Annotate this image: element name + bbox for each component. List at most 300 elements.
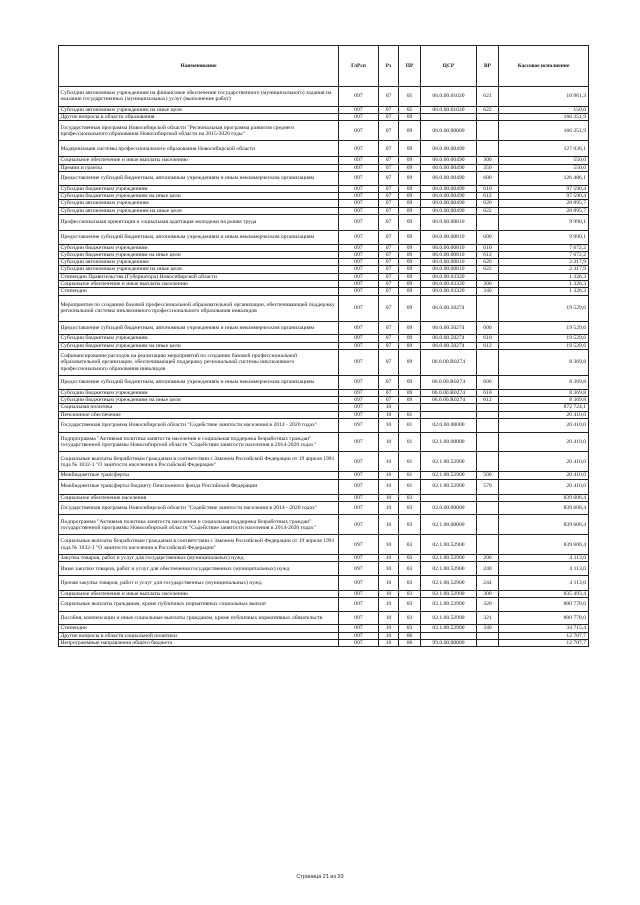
table-row xyxy=(59,244,589,251)
header-vr: ВР xyxy=(477,46,499,87)
row-rz-cell: 10 xyxy=(379,576,399,591)
row-glrsp-cell: 097 xyxy=(339,273,379,280)
row-pr-cell: 01 xyxy=(399,411,421,418)
row-vr-cell xyxy=(477,640,499,647)
table-row xyxy=(59,535,589,555)
row-vr-cell xyxy=(477,404,499,411)
row-rz-cell: 07 xyxy=(379,207,399,214)
row-rz-cell: 07 xyxy=(379,164,399,171)
row-name-cell: Иные закупки товаров, работ и услуг для обеспечения государственных (муниципальных) нужд xyxy=(59,562,339,576)
row-glrsp-cell: 097 xyxy=(339,389,379,396)
row-pr-cell: 09 xyxy=(399,397,421,404)
row-csr-cell: 06.0.00.00810 xyxy=(421,214,477,230)
row-pr-cell: 01 xyxy=(399,452,421,472)
row-glrsp-cell: 097 xyxy=(339,640,379,647)
row-rz-cell: 10 xyxy=(379,418,399,432)
table-row xyxy=(59,632,589,639)
table-row xyxy=(59,87,589,107)
row-vr-cell: 300 xyxy=(477,590,499,597)
row-pr-cell: 09 xyxy=(399,259,421,266)
table-row xyxy=(59,251,589,258)
row-vr-cell: 240 xyxy=(477,562,499,576)
row-csr-cell: 02.1.00.00000 xyxy=(421,432,477,452)
row-rz-cell: 07 xyxy=(379,244,399,251)
table-row xyxy=(59,418,589,432)
row-vr-cell xyxy=(477,114,499,121)
row-glrsp-cell: 097 xyxy=(339,244,379,251)
row-name-cell: Субсидии бюджетным учреждениям xyxy=(59,185,339,192)
row-amount-cell: 800 778,0 xyxy=(499,611,589,625)
row-rz-cell: 07 xyxy=(379,295,399,321)
row-name-cell: Субсидии автономным учреждениям на финансовое обеспечение государственного (муниципального) задания на оказание государственных (муниципальных) услуг (выполнение работ) xyxy=(59,87,339,107)
row-pr-cell: 09 xyxy=(399,164,421,171)
row-amount-cell: 1 326,3 xyxy=(499,273,589,280)
row-glrsp-cell: 097 xyxy=(339,501,379,515)
header-glrsp: ГлРсп xyxy=(339,46,379,87)
row-pr-cell: 03 xyxy=(399,590,421,597)
row-csr-cell: 06.0.00.R0274 xyxy=(421,397,477,404)
row-name-cell: Модернизация системы профессионального образования Новосибирской области xyxy=(59,141,339,157)
row-name-cell: Предоставление субсидий бюджетным, автономным учреждениям и иным некоммерческим организациям xyxy=(59,321,339,335)
table-row xyxy=(59,230,589,244)
row-glrsp-cell: 097 xyxy=(339,411,379,418)
row-amount-cell: 19 529,6 xyxy=(499,335,589,342)
row-vr-cell xyxy=(477,432,499,452)
row-rz-cell: 10 xyxy=(379,632,399,639)
row-vr-cell: 350 xyxy=(477,164,499,171)
row-vr-cell: 610 xyxy=(477,185,499,192)
row-name-cell: Субсидии бюджетным учреждениям на иные цели xyxy=(59,342,339,349)
table-row xyxy=(59,389,589,396)
table-row xyxy=(59,157,589,164)
row-glrsp-cell: 097 xyxy=(339,350,379,376)
row-vr-cell: 612 xyxy=(477,192,499,199)
row-csr-cell xyxy=(421,404,477,411)
row-glrsp-cell: 097 xyxy=(339,632,379,639)
table-row xyxy=(59,185,589,192)
row-vr-cell: 340 xyxy=(477,625,499,632)
row-pr-cell: 09 xyxy=(399,172,421,186)
row-name-cell: Профессиональная ориентация и социальная адаптация молодежи на рынке труда xyxy=(59,214,339,230)
row-amount-cell: 28 895,7 xyxy=(499,200,589,207)
table-row xyxy=(59,192,589,199)
row-name-cell: Премии и гранты xyxy=(59,164,339,171)
row-csr-cell: 02.1.00.52900 xyxy=(421,452,477,472)
table-row xyxy=(59,515,589,535)
row-amount-cell: 12 707,7 xyxy=(499,632,589,639)
row-vr-cell: 321 xyxy=(477,611,499,625)
row-glrsp-cell: 097 xyxy=(339,535,379,555)
row-rz-cell: 07 xyxy=(379,121,399,141)
row-name-cell: Субсидии бюджетным учреждениям xyxy=(59,335,339,342)
row-glrsp-cell: 097 xyxy=(339,321,379,335)
row-amount-cell: 97 590,4 xyxy=(499,185,589,192)
row-rz-cell: 07 xyxy=(379,288,399,295)
table-row xyxy=(59,590,589,597)
row-rz-cell: 07 xyxy=(379,273,399,280)
row-csr-cell: 06.0.00.50274 xyxy=(421,295,477,321)
row-name-cell: Социальное обеспечение и иные выплаты населению xyxy=(59,590,339,597)
row-vr-cell xyxy=(477,350,499,376)
row-glrsp-cell: 097 xyxy=(339,479,379,494)
row-glrsp-cell: 097 xyxy=(339,342,379,349)
row-pr-cell xyxy=(399,404,421,411)
row-glrsp-cell: 097 xyxy=(339,376,379,390)
row-amount-cell: 839 606,4 xyxy=(499,515,589,535)
table-row xyxy=(59,335,589,342)
row-pr-cell: 09 xyxy=(399,251,421,258)
row-amount-cell: 4 113,0 xyxy=(499,555,589,562)
row-rz-cell: 07 xyxy=(379,335,399,342)
row-vr-cell: 610 xyxy=(477,244,499,251)
row-csr-cell: 06.0.00.00490 xyxy=(421,141,477,157)
header-csr: ЦСР xyxy=(421,46,477,87)
row-vr-cell xyxy=(477,121,499,141)
row-pr-cell: 05 xyxy=(399,106,421,113)
row-csr-cell: 02.1.00.52900 xyxy=(421,555,477,562)
row-glrsp-cell: 097 xyxy=(339,87,379,107)
row-pr-cell: 09 xyxy=(399,288,421,295)
row-csr-cell: 06.0.00.00490 xyxy=(421,172,477,186)
row-pr-cell: 09 xyxy=(399,295,421,321)
row-csr-cell: 06.0.00.00810 xyxy=(421,259,477,266)
row-name-cell: Предоставление субсидий бюджетным, автономным учреждениям и иным некоммерческим организациям xyxy=(59,376,339,390)
row-rz-cell: 07 xyxy=(379,214,399,230)
row-csr-cell: 02.1.00.52900 xyxy=(421,576,477,591)
table-row xyxy=(59,207,589,214)
row-glrsp-cell: 097 xyxy=(339,266,379,273)
row-rz-cell: 10 xyxy=(379,611,399,625)
row-csr-cell: 06.0.00.00490 xyxy=(421,200,477,207)
row-amount-cell: 9 990,1 xyxy=(499,230,589,244)
row-vr-cell: 600 xyxy=(477,230,499,244)
row-pr-cell: 03 xyxy=(399,535,421,555)
row-rz-cell: 10 xyxy=(379,472,399,479)
row-glrsp-cell: 097 xyxy=(339,288,379,295)
row-name-cell: Субсидии бюджетным учреждениям xyxy=(59,389,339,396)
row-vr-cell xyxy=(477,535,499,555)
row-pr-cell: 09 xyxy=(399,141,421,157)
row-amount-cell: 10 961,3 xyxy=(499,87,589,107)
row-rz-cell: 07 xyxy=(379,397,399,404)
page-number: Страница 21 из 93 xyxy=(296,874,344,880)
row-name-cell: Закупка товаров, работ и услуг для государственных (муниципальных) нужд xyxy=(59,555,339,562)
row-name-cell: Мероприятия по созданию базовой профессиональной образовательной организации, обеспечивающей поддержку региональной системы инклюзивного профессионального образования инвалидов xyxy=(59,295,339,321)
row-glrsp-cell: 097 xyxy=(339,432,379,452)
row-name-cell: Подпрограмма "Активная политика занятости населения и социальная поддержка безработных граждан" государственной программы Новосибирской области "Содействие занятости населения в 2014-2020 годах" xyxy=(59,515,339,535)
row-csr-cell: 06.0.00.01020 xyxy=(421,87,477,107)
budget-table-container xyxy=(58,45,588,647)
row-vr-cell: 600 xyxy=(477,376,499,390)
row-pr-cell: 09 xyxy=(399,350,421,376)
table-row xyxy=(59,164,589,171)
row-rz-cell: 07 xyxy=(379,230,399,244)
row-vr-cell: 612 xyxy=(477,342,499,349)
header-pr: ПР xyxy=(399,46,421,87)
row-amount-cell: 150,0 xyxy=(499,106,589,113)
row-amount-cell: 34 715,4 xyxy=(499,625,589,632)
row-vr-cell xyxy=(477,273,499,280)
row-name-cell: Субсидии бюджетным учреждениям xyxy=(59,244,339,251)
row-amount-cell: 19 529,6 xyxy=(499,295,589,321)
row-vr-cell: 610 xyxy=(477,389,499,396)
row-amount-cell: 1 326,3 xyxy=(499,288,589,295)
row-vr-cell: 244 xyxy=(477,576,499,591)
row-amount-cell: 166 251,9 xyxy=(499,114,589,121)
row-amount-cell: 20 410,0 xyxy=(499,432,589,452)
row-csr-cell: 02.1.00.52900 xyxy=(421,598,477,612)
row-pr-cell: 03 xyxy=(399,611,421,625)
row-vr-cell xyxy=(477,214,499,230)
table-row xyxy=(59,259,589,266)
row-pr-cell: 09 xyxy=(399,244,421,251)
row-vr-cell xyxy=(477,452,499,472)
row-vr-cell: 320 xyxy=(477,598,499,612)
row-rz-cell: 07 xyxy=(379,172,399,186)
row-csr-cell: 06.0.00.00490 xyxy=(421,185,477,192)
table-row xyxy=(59,555,589,562)
row-glrsp-cell: 097 xyxy=(339,141,379,157)
row-csr-cell: 06.0.00.00000 xyxy=(421,121,477,141)
row-rz-cell: 10 xyxy=(379,494,399,501)
row-glrsp-cell: 097 xyxy=(339,494,379,501)
row-rz-cell: 10 xyxy=(379,598,399,612)
header-name: Наименование xyxy=(59,46,339,87)
row-csr-cell: 06.0.00.50274 xyxy=(421,342,477,349)
row-rz-cell: 10 xyxy=(379,625,399,632)
row-pr-cell: 09 xyxy=(399,281,421,288)
header-rz: Рз xyxy=(379,46,399,87)
table-row xyxy=(59,411,589,418)
row-pr-cell: 09 xyxy=(399,157,421,164)
row-csr-cell xyxy=(421,632,477,639)
row-csr-cell: 02.1.00.52900 xyxy=(421,535,477,555)
row-csr-cell: 02.0.00.00000 xyxy=(421,418,477,432)
row-amount-cell: 166 251,9 xyxy=(499,121,589,141)
row-glrsp-cell: 097 xyxy=(339,230,379,244)
row-vr-cell xyxy=(477,494,499,501)
table-row xyxy=(59,114,589,121)
row-name-cell: Стипендии xyxy=(59,288,339,295)
row-pr-cell: 03 xyxy=(399,501,421,515)
row-csr-cell: 06.0.00.03320 xyxy=(421,273,477,280)
row-amount-cell: 7 672,2 xyxy=(499,244,589,251)
row-vr-cell: 300 xyxy=(477,157,499,164)
row-pr-cell: 01 xyxy=(399,472,421,479)
row-glrsp-cell: 097 xyxy=(339,192,379,199)
row-csr-cell: 06.0.00.03320 xyxy=(421,281,477,288)
row-pr-cell: 09 xyxy=(399,200,421,207)
row-name-cell: Государственная программа Новосибирской области "Региональная программа развития среднего профессионального образования Новосибирской области на 2015-2020 годы" xyxy=(59,121,339,141)
table-row xyxy=(59,376,589,390)
table-row xyxy=(59,625,589,632)
row-glrsp-cell: 097 xyxy=(339,590,379,597)
row-rz-cell: 10 xyxy=(379,562,399,576)
row-csr-cell: 06.0.00.01020 xyxy=(421,106,477,113)
row-vr-cell: 300 xyxy=(477,281,499,288)
row-pr-cell: 09 xyxy=(399,214,421,230)
row-amount-cell: 20 410,0 xyxy=(499,418,589,432)
table-row xyxy=(59,397,589,404)
row-glrsp-cell: 097 xyxy=(339,157,379,164)
table-row xyxy=(59,452,589,472)
row-amount-cell: 127 036,1 xyxy=(499,141,589,157)
row-vr-cell: 622 xyxy=(477,207,499,214)
table-row xyxy=(59,562,589,576)
row-amount-cell: 28 895,7 xyxy=(499,207,589,214)
row-name-cell: Предоставление субсидий бюджетным, автономным учреждениям и иным некоммерческим организациям xyxy=(59,172,339,186)
row-glrsp-cell: 097 xyxy=(339,214,379,230)
table-row xyxy=(59,404,589,411)
row-pr-cell: 09 xyxy=(399,376,421,390)
row-vr-cell: 600 xyxy=(477,172,499,186)
table-row xyxy=(59,342,589,349)
row-amount-cell: 19 529,6 xyxy=(499,321,589,335)
table-row xyxy=(59,106,589,113)
row-csr-cell: 02.1.00.52900 xyxy=(421,562,477,576)
row-name-cell: Другие вопросы в области социальной политики xyxy=(59,632,339,639)
table-row xyxy=(59,273,589,280)
row-glrsp-cell: 097 xyxy=(339,598,379,612)
row-pr-cell: 03 xyxy=(399,555,421,562)
row-rz-cell: 07 xyxy=(379,251,399,258)
row-rz-cell: 07 xyxy=(379,266,399,273)
row-csr-cell xyxy=(421,494,477,501)
row-pr-cell: 01 xyxy=(399,418,421,432)
row-csr-cell: 02.1.00.00000 xyxy=(421,515,477,535)
row-pr-cell: 09 xyxy=(399,230,421,244)
row-amount-cell: 7 672,2 xyxy=(499,251,589,258)
row-pr-cell: 09 xyxy=(399,266,421,273)
row-name-cell: Социальное обеспечение населения xyxy=(59,494,339,501)
row-name-cell: Подпрограмма "Активная политика занятости населения и социальная поддержка безработных граждан" государственной программы Новосибирской области "Содействие занятости населения в 2014-2020 годах" xyxy=(59,432,339,452)
row-csr-cell: 06.0.00.00810 xyxy=(421,251,477,258)
table-row xyxy=(59,288,589,295)
row-rz-cell: 07 xyxy=(379,141,399,157)
row-vr-cell: 600 xyxy=(477,321,499,335)
row-rz-cell: 07 xyxy=(379,114,399,121)
row-vr-cell xyxy=(477,418,499,432)
row-name-cell: Межбюджетные трансферты бюджету Пенсионного фонда Российской Федерации xyxy=(59,479,339,494)
table-row xyxy=(59,266,589,273)
row-name-cell: Субсидии автономным учреждениям xyxy=(59,200,339,207)
row-glrsp-cell: 097 xyxy=(339,576,379,591)
row-glrsp-cell: 097 xyxy=(339,418,379,432)
row-rz-cell: 07 xyxy=(379,200,399,207)
row-vr-cell: 200 xyxy=(477,555,499,562)
row-csr-cell: 99.0.00.00000 xyxy=(421,640,477,647)
row-csr-cell: 02.1.00.52900 xyxy=(421,611,477,625)
row-vr-cell: 340 xyxy=(477,288,499,295)
row-csr-cell: 06.0.00.50274 xyxy=(421,321,477,335)
budget-table xyxy=(58,45,589,647)
row-name-cell: Субсидии автономным учреждениям xyxy=(59,259,339,266)
table-row xyxy=(59,598,589,612)
row-pr-cell: 09 xyxy=(399,207,421,214)
table-body xyxy=(59,87,589,647)
row-name-cell: Пенсионное обеспечение xyxy=(59,411,339,418)
row-amount-cell: 800 778,0 xyxy=(499,598,589,612)
row-csr-cell xyxy=(421,411,477,418)
row-vr-cell: 620 xyxy=(477,259,499,266)
row-glrsp-cell: 097 xyxy=(339,452,379,472)
row-csr-cell: 06.0.00.00490 xyxy=(421,157,477,164)
row-csr-cell: 06.0.00.R0274 xyxy=(421,389,477,396)
row-glrsp-cell: 097 xyxy=(339,185,379,192)
row-vr-cell xyxy=(477,141,499,157)
row-rz-cell: 10 xyxy=(379,501,399,515)
table-row xyxy=(59,121,589,141)
row-glrsp-cell: 097 xyxy=(339,164,379,171)
row-amount-cell: 20 410,0 xyxy=(499,472,589,479)
row-name-cell: Субсидии бюджетным учреждениям на иные цели xyxy=(59,251,339,258)
row-vr-cell: 500 xyxy=(477,472,499,479)
row-rz-cell: 07 xyxy=(379,185,399,192)
table-row xyxy=(59,200,589,207)
row-csr-cell: 02.1.00.52900 xyxy=(421,590,477,597)
row-amount-cell: 835 493,4 xyxy=(499,590,589,597)
row-csr-cell: 02.1.00.52900 xyxy=(421,472,477,479)
row-vr-cell: 570 xyxy=(477,479,499,494)
row-glrsp-cell: 097 xyxy=(339,472,379,479)
row-pr-cell: 03 xyxy=(399,515,421,535)
row-rz-cell: 10 xyxy=(379,452,399,472)
row-pr-cell: 09 xyxy=(399,321,421,335)
row-rz-cell: 07 xyxy=(379,342,399,349)
row-csr-cell: 06.0.00.03320 xyxy=(421,288,477,295)
row-glrsp-cell: 097 xyxy=(339,114,379,121)
table-row xyxy=(59,611,589,625)
header-amount: Кассовое исполнение xyxy=(499,46,589,87)
row-name-cell: Межбюджетные трансферты xyxy=(59,472,339,479)
row-rz-cell: 10 xyxy=(379,590,399,597)
row-csr-cell: 02.1.00.52900 xyxy=(421,479,477,494)
row-pr-cell: 03 xyxy=(399,494,421,501)
row-rz-cell: 07 xyxy=(379,106,399,113)
row-rz-cell: 07 xyxy=(379,87,399,107)
row-amount-cell: 872 724,1 xyxy=(499,404,589,411)
row-vr-cell: 612 xyxy=(477,397,499,404)
row-glrsp-cell: 097 xyxy=(339,172,379,186)
row-csr-cell: 06.0.00.00490 xyxy=(421,192,477,199)
row-rz-cell: 10 xyxy=(379,432,399,452)
row-name-cell: Субсидии автономным учреждениям на иные цели xyxy=(59,207,339,214)
row-name-cell: Социальное обеспечение и иные выплаты населению xyxy=(59,157,339,164)
row-rz-cell: 10 xyxy=(379,404,399,411)
row-pr-cell: 06 xyxy=(399,632,421,639)
row-pr-cell: 09 xyxy=(399,114,421,121)
row-amount-cell: 19 529,6 xyxy=(499,342,589,349)
row-csr-cell: 06.0.00.00490 xyxy=(421,164,477,171)
row-rz-cell: 07 xyxy=(379,157,399,164)
row-csr-cell: 06.0.00.00810 xyxy=(421,266,477,273)
row-vr-cell xyxy=(477,515,499,535)
row-pr-cell: 03 xyxy=(399,598,421,612)
row-csr-cell: 06.0.00.00810 xyxy=(421,230,477,244)
row-glrsp-cell: 097 xyxy=(339,200,379,207)
row-amount-cell: 20 410,0 xyxy=(499,411,589,418)
row-amount-cell: 2 317,9 xyxy=(499,259,589,266)
row-pr-cell: 09 xyxy=(399,342,421,349)
row-name-cell: Пособия, компенсации и иные социальные выплаты гражданам, кроме публичных нормативных обязательств xyxy=(59,611,339,625)
row-amount-cell: 550,0 xyxy=(499,157,589,164)
row-amount-cell: 8 369,8 xyxy=(499,350,589,376)
row-pr-cell: 01 xyxy=(399,479,421,494)
row-glrsp-cell: 097 xyxy=(339,281,379,288)
row-glrsp-cell: 097 xyxy=(339,259,379,266)
row-glrsp-cell: 097 xyxy=(339,611,379,625)
row-glrsp-cell: 097 xyxy=(339,625,379,632)
